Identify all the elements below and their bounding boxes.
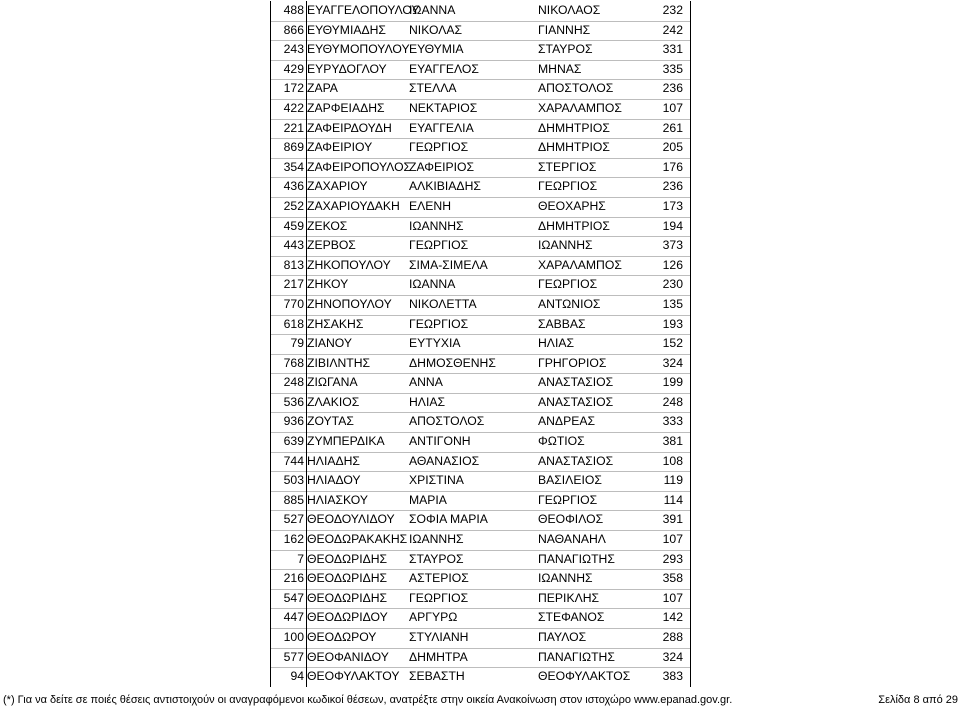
first-name-cell: ΑΝΝΑ: [409, 375, 443, 390]
father-name-cell: ΧΑΡΑΛΑΜΠΟΣ: [538, 257, 622, 272]
father-name-cell: ΓΕΩΡΓΙΟΣ: [538, 179, 598, 194]
score-cell: 135: [662, 296, 683, 311]
father-name-cell: ΣΑΒΒΑΣ: [538, 316, 586, 331]
row-number: 217: [283, 277, 304, 292]
score-cell: 333: [662, 414, 683, 429]
father-name-cell: ΙΩΑΝΝΗΣ: [538, 571, 593, 586]
table-row: [270, 158, 691, 178]
table-row: [270, 295, 691, 315]
score-cell: 324: [662, 355, 683, 370]
score-cell: 261: [662, 120, 683, 135]
score-cell: 324: [662, 649, 683, 664]
table-row: [270, 667, 691, 687]
surname-cell: ΗΛΙΑΣΚΟΥ: [307, 492, 368, 507]
surname-cell: ΗΛΙΑΔΗΣ: [307, 453, 360, 468]
father-name-cell: ΗΛΙΑΣ: [538, 336, 574, 351]
first-name-cell: ΖΑΦΕΙΡΙΟΣ: [409, 159, 474, 174]
first-name-cell: ΙΩΑΝΝΗΣ: [409, 218, 464, 233]
surname-cell: ΕΥΘΥΜΟΠΟΥΛΟΥ: [307, 42, 410, 57]
row-number: 536: [283, 394, 304, 409]
row-number: 100: [283, 630, 304, 644]
row-number: 770: [283, 296, 304, 311]
table-row: [270, 412, 691, 432]
surname-cell: ΖΑΡΑ: [307, 81, 338, 96]
score-cell: 373: [662, 238, 683, 253]
table-row: [270, 177, 691, 197]
row-divider: [270, 628, 691, 629]
first-name-cell: ΣΟΦΙΑ ΜΑΡΙΑ: [409, 512, 488, 527]
row-number: 488: [283, 3, 304, 17]
row-divider: [270, 138, 691, 139]
row-divider: [270, 177, 691, 178]
score-cell: 152: [662, 336, 683, 351]
row-number: 443: [283, 238, 304, 253]
row-divider: [270, 197, 691, 198]
score-cell: 142: [662, 610, 683, 625]
row-number: 885: [283, 492, 304, 507]
row-number: 429: [283, 61, 304, 76]
first-name-cell: ΜΑΡΙΑ: [409, 492, 447, 507]
first-name-cell: ΑΡΓΥΡΩ: [409, 610, 458, 625]
first-name-cell: ΝΙΚΟΛΑΣ: [409, 22, 463, 37]
first-name-cell: ΝΕΚΤΑΡΙΟΣ: [409, 100, 478, 115]
row-divider: [270, 217, 691, 218]
father-name-cell: ΓΙΑΝΝΗΣ: [538, 22, 591, 37]
surname-cell: ΖΑΧΑΡΙΟΥ: [307, 179, 368, 194]
father-name-cell: ΑΠΟΣΤΟΛΟΣ: [538, 81, 614, 96]
surname-cell: ΖΑΦΕΙΡΟΠΟΥΛΟΣ: [307, 159, 412, 174]
score-cell: 236: [662, 179, 683, 194]
father-name-cell: ΠΑΝΑΓΙΩΤΗΣ: [538, 649, 615, 664]
score-cell: 126: [662, 257, 683, 272]
footer-note: (*) Για να δείτε σε ποιές θέσεις αντιστοιχούν οι αναγραφόμενοι κωδικοί θέσεων, ανατρέξτε στην οικεία Ανακοίνωση στον ιστοχώρο www.epanad.gov.gr.: [3, 694, 733, 706]
row-number: 813: [283, 257, 304, 272]
score-cell: 176: [662, 159, 683, 174]
row-number: 503: [283, 473, 304, 488]
table-row: [270, 452, 691, 472]
row-number: 172: [283, 81, 304, 96]
score-cell: 193: [662, 316, 683, 331]
row-divider: [270, 79, 691, 80]
row-divider: [270, 648, 691, 649]
table-row: [270, 99, 691, 119]
first-name-cell: ΕΥΑΓΓΕΛΟΣ: [409, 61, 479, 76]
father-name-cell: ΜΗΝΑΣ: [538, 61, 582, 76]
row-number: 936: [283, 414, 304, 429]
row-divider: [270, 119, 691, 120]
row-divider: [270, 530, 691, 531]
table-row: [270, 569, 691, 589]
table-row: [270, 589, 691, 609]
row-divider: [270, 471, 691, 472]
table-row: [270, 608, 691, 628]
row-divider: [270, 569, 691, 570]
father-name-cell: ΧΑΡΑΛΑΜΠΟΣ: [538, 100, 622, 115]
father-name-cell: ΑΝΑΣΤΑΣΙΟΣ: [538, 453, 614, 468]
row-number: 221: [283, 120, 304, 135]
father-name-cell: ΝΑΘΑΝΑΗΛ: [538, 532, 606, 547]
row-divider: [270, 334, 691, 335]
page-number: Σελίδα 8 από 29: [878, 694, 958, 706]
table-row: [270, 491, 691, 511]
father-name-cell: ΝΙΚΟΛΑΟΣ: [538, 3, 601, 17]
father-name-cell: ΔΗΜΗΤΡΙΟΣ: [538, 120, 610, 135]
row-number: 436: [283, 179, 304, 194]
score-cell: 248: [662, 394, 683, 409]
row-divider: [270, 236, 691, 237]
row-number: 547: [283, 590, 304, 605]
table-row: [270, 275, 691, 295]
table-row: [270, 334, 691, 354]
score-cell: 107: [662, 100, 683, 115]
surname-cell: ΖΑΦΕΙΡΔΟΥΔΗ: [307, 120, 392, 135]
first-name-cell: ΣΤΑΥΡΟΣ: [409, 551, 464, 566]
table-row: [270, 236, 691, 256]
surname-cell: ΗΛΙΑΔΟΥ: [307, 473, 361, 488]
row-number: 243: [283, 42, 304, 57]
score-cell: 194: [662, 218, 683, 233]
table-row: [270, 648, 691, 668]
surname-cell: ΖΛΑΚΙΟΣ: [307, 394, 360, 409]
table-row: [270, 79, 691, 99]
row-number: 639: [283, 434, 304, 449]
first-name-cell: ΣΕΒΑΣΤΗ: [409, 669, 465, 684]
row-number: 79: [290, 336, 304, 351]
father-name-cell: ΓΕΩΡΓΙΟΣ: [538, 277, 598, 292]
row-divider: [270, 99, 691, 100]
table-row: [270, 393, 691, 413]
first-name-cell: ΑΝΤΙΓΟΝΗ: [409, 434, 471, 449]
table-row: [270, 197, 691, 217]
table-row: [270, 471, 691, 491]
score-cell: 381: [662, 434, 683, 449]
row-number: 94: [290, 669, 304, 684]
row-number: 7: [297, 551, 304, 566]
candidate-list: [270, 1, 691, 687]
row-number: 459: [283, 218, 304, 233]
first-name-cell: ΕΥΑΓΓΕΛΙΑ: [409, 120, 474, 135]
surname-cell: ΘΕΟΔΩΡΙΔΗΣ: [307, 590, 388, 605]
father-name-cell: ΘΕΟΧΑΡΗΣ: [538, 198, 606, 213]
surname-cell: ΖΥΜΠΕΡΔΙΚΑ: [307, 434, 385, 449]
table-row: [270, 138, 691, 158]
row-number: 618: [283, 316, 304, 331]
father-name-cell: ΓΕΩΡΓΙΟΣ: [538, 492, 598, 507]
table-row: [270, 217, 691, 237]
row-divider: [270, 589, 691, 590]
first-name-cell: ΔΗΜΗΤΡΑ: [409, 649, 468, 664]
first-name-cell: ΕΥΤΥΧΙΑ: [409, 336, 461, 351]
surname-cell: ΘΕΟΔΩΡΑΚΑΚΗΣ: [307, 532, 408, 547]
row-divider: [270, 550, 691, 551]
surname-cell: ΘΕΟΔΩΡΟΥ: [307, 630, 377, 644]
right-border: [690, 1, 691, 687]
table-row: [270, 40, 691, 60]
table-row: [270, 315, 691, 335]
left-border: [270, 1, 271, 687]
first-name-cell: ΣΤΥΛΙΑΝΗ: [409, 630, 469, 644]
score-cell: 358: [662, 571, 683, 586]
father-name-cell: ΑΝΔΡΕΑΣ: [538, 414, 595, 429]
row-divider: [270, 510, 691, 511]
row-divider: [270, 373, 691, 374]
row-number: 447: [283, 610, 304, 625]
first-name-cell: ΙΩΑΝΝΑ: [409, 3, 456, 17]
first-name-cell: ΣΤΕΛΛΑ: [409, 81, 457, 96]
first-name-cell: ΕΥΘΥΜΙΑ: [409, 42, 464, 57]
first-name-cell: ΙΩΑΝΝΑ: [409, 277, 456, 292]
number-column-border: [306, 1, 307, 687]
father-name-cell: ΑΝΑΣΤΑΣΙΟΣ: [538, 375, 614, 390]
table-row: [270, 510, 691, 530]
score-cell: 230: [662, 277, 683, 292]
row-number: 422: [283, 100, 304, 115]
table-row: [270, 354, 691, 374]
row-divider: [270, 667, 691, 668]
father-name-cell: ΔΗΜΗΤΡΙΟΣ: [538, 218, 610, 233]
row-divider: [270, 354, 691, 355]
first-name-cell: ΑΘΑΝΑΣΙΟΣ: [409, 453, 480, 468]
father-name-cell: ΒΑΣΙΛΕΙΟΣ: [538, 473, 602, 488]
first-name-cell: ΑΣΤΕΡΙΟΣ: [409, 571, 469, 586]
score-cell: 108: [662, 453, 683, 468]
first-name-cell: ΓΕΩΡΓΙΟΣ: [409, 316, 469, 331]
surname-cell: ΖΑΡΦΕΙΑΔΗΣ: [307, 100, 385, 115]
father-name-cell: ΣΤΑΥΡΟΣ: [538, 42, 593, 57]
table-row: [270, 628, 691, 648]
row-divider: [270, 275, 691, 276]
score-cell: 335: [662, 61, 683, 76]
surname-cell: ΕΥΡΥΔΟΓΛΟΥ: [307, 61, 387, 76]
score-cell: 199: [662, 375, 683, 390]
score-cell: 288: [662, 630, 683, 644]
row-number: 577: [283, 649, 304, 664]
score-cell: 119: [663, 473, 683, 488]
surname-cell: ΖΕΚΟΣ: [307, 218, 348, 233]
father-name-cell: ΣΤΕΦΑΝΟΣ: [538, 610, 605, 625]
row-divider: [270, 158, 691, 159]
table-row: [270, 530, 691, 550]
first-name-cell: ΝΙΚΟΛΕΤΤΑ: [409, 296, 477, 311]
father-name-cell: ΘΕΟΦΥΛΑΚΤΟΣ: [538, 669, 631, 684]
surname-cell: ΘΕΟΦΑΝΙΔΟΥ: [307, 649, 389, 664]
surname-cell: ΘΕΟΔΟΥΛΙΔΟΥ: [307, 512, 395, 527]
score-cell: 236: [662, 81, 683, 96]
first-name-cell: ΗΛΙΑΣ: [409, 394, 445, 409]
surname-cell: ΖΙΑΝΟΥ: [307, 336, 352, 351]
row-divider: [270, 412, 691, 413]
father-name-cell: ΑΝΑΣΤΑΣΙΟΣ: [538, 394, 614, 409]
table-row: [270, 21, 691, 41]
surname-cell: ΘΕΟΔΩΡΙΔΗΣ: [307, 571, 388, 586]
score-cell: 173: [662, 198, 683, 213]
table-row: [270, 550, 691, 570]
row-number: 869: [283, 140, 304, 155]
surname-cell: ΖΟΥΤΑΣ: [307, 414, 354, 429]
surname-cell: ΕΥΘΥΜΙΑΔΗΣ: [307, 22, 386, 37]
surname-cell: ΖΑΦΕΙΡΙΟΥ: [307, 140, 373, 155]
table-row: [270, 1, 691, 21]
row-number: 248: [283, 375, 304, 390]
surname-cell: ΖΗΚΟΠΟΥΛΟΥ: [307, 257, 391, 272]
surname-cell: ΖΙΒΙΛΝΤΗΣ: [307, 355, 371, 370]
row-divider: [270, 21, 691, 22]
row-divider: [270, 60, 691, 61]
first-name-cell: ΑΛΚΙΒΙΑΔΗΣ: [409, 179, 481, 194]
surname-cell: ΘΕΟΔΩΡΙΔΟΥ: [307, 610, 388, 625]
father-name-cell: ΑΝΤΩΝΙΟΣ: [538, 296, 601, 311]
score-cell: 383: [662, 669, 683, 684]
page-footer: [3, 692, 958, 708]
row-divider: [270, 315, 691, 316]
father-name-cell: ΔΗΜΗΤΡΙΟΣ: [538, 140, 610, 155]
score-cell: 205: [662, 140, 683, 155]
father-name-cell: ΙΩΑΝΝΗΣ: [538, 238, 593, 253]
row-number: 354: [283, 159, 304, 174]
row-divider: [270, 432, 691, 433]
row-divider: [270, 491, 691, 492]
father-name-cell: ΓΡΗΓΟΡΙΟΣ: [538, 355, 607, 370]
row-number: 216: [283, 571, 304, 586]
surname-cell: ΖΗΚΟΥ: [307, 277, 349, 292]
row-divider: [270, 393, 691, 394]
row-number: 744: [283, 453, 304, 468]
score-cell: 107: [662, 532, 683, 547]
father-name-cell: ΣΤΕΡΓΙΟΣ: [538, 159, 597, 174]
first-name-cell: ΣΙΜΑ-ΣΙΜΕΛΑ: [409, 257, 488, 272]
first-name-cell: ΓΕΩΡΓΙΟΣ: [409, 140, 469, 155]
surname-cell: ΖΑΧΑΡΙΟΥΔΑΚΗ: [307, 198, 400, 213]
score-cell: 293: [662, 551, 683, 566]
surname-cell: ΖΙΩΓΑΝΑ: [307, 375, 358, 390]
first-name-cell: ΓΕΩΡΓΙΟΣ: [409, 238, 469, 253]
surname-cell: ΖΗΝΟΠΟΥΛΟΥ: [307, 296, 392, 311]
row-number: 768: [283, 355, 304, 370]
row-divider: [270, 608, 691, 609]
table-row: [270, 256, 691, 276]
row-number: 252: [283, 198, 304, 213]
first-name-cell: ΧΡΙΣΤΙΝΑ: [409, 473, 464, 488]
father-name-cell: ΦΩΤΙΟΣ: [538, 434, 585, 449]
father-name-cell: ΠΑΥΛΟΣ: [538, 630, 587, 644]
father-name-cell: ΠΕΡΙΚΛΗΣ: [538, 590, 600, 605]
table-row: [270, 60, 691, 80]
first-name-cell: ΕΛΕΝΗ: [409, 198, 452, 213]
row-divider: [270, 295, 691, 296]
first-name-cell: ΙΩΑΝΝΗΣ: [409, 532, 464, 547]
surname-cell: ΖΗΣΑΚΗΣ: [307, 316, 364, 331]
row-divider: [270, 256, 691, 257]
table-row: [270, 373, 691, 393]
score-cell: 331: [662, 42, 683, 57]
surname-cell: ΕΥΑΓΓΕΛΟΠΟΥΛΟΥ: [307, 3, 420, 17]
surname-cell: ΖΕΡΒΟΣ: [307, 238, 356, 253]
score-cell: 232: [662, 3, 683, 17]
surname-cell: ΘΕΟΦΥΛΑΚΤΟΥ: [307, 669, 400, 684]
father-name-cell: ΘΕΟΦΙΛΟΣ: [538, 512, 604, 527]
score-cell: 114: [663, 492, 683, 507]
surname-cell: ΘΕΟΔΩΡΙΔΗΣ: [307, 551, 388, 566]
score-cell: 107: [662, 590, 683, 605]
row-divider: [270, 40, 691, 41]
score-cell: 391: [662, 512, 683, 527]
first-name-cell: ΑΠΟΣΤΟΛΟΣ: [409, 414, 485, 429]
row-number: 162: [283, 532, 304, 547]
row-divider: [270, 452, 691, 453]
score-cell: 242: [662, 22, 683, 37]
father-name-cell: ΠΑΝΑΓΙΩΤΗΣ: [538, 551, 615, 566]
row-number: 527: [283, 512, 304, 527]
table-row: [270, 432, 691, 452]
table-row: [270, 119, 691, 139]
first-name-cell: ΓΕΩΡΓΙΟΣ: [409, 590, 469, 605]
row-number: 866: [283, 22, 304, 37]
first-name-cell: ΔΗΜΟΣΘΕΝΗΣ: [409, 355, 496, 370]
